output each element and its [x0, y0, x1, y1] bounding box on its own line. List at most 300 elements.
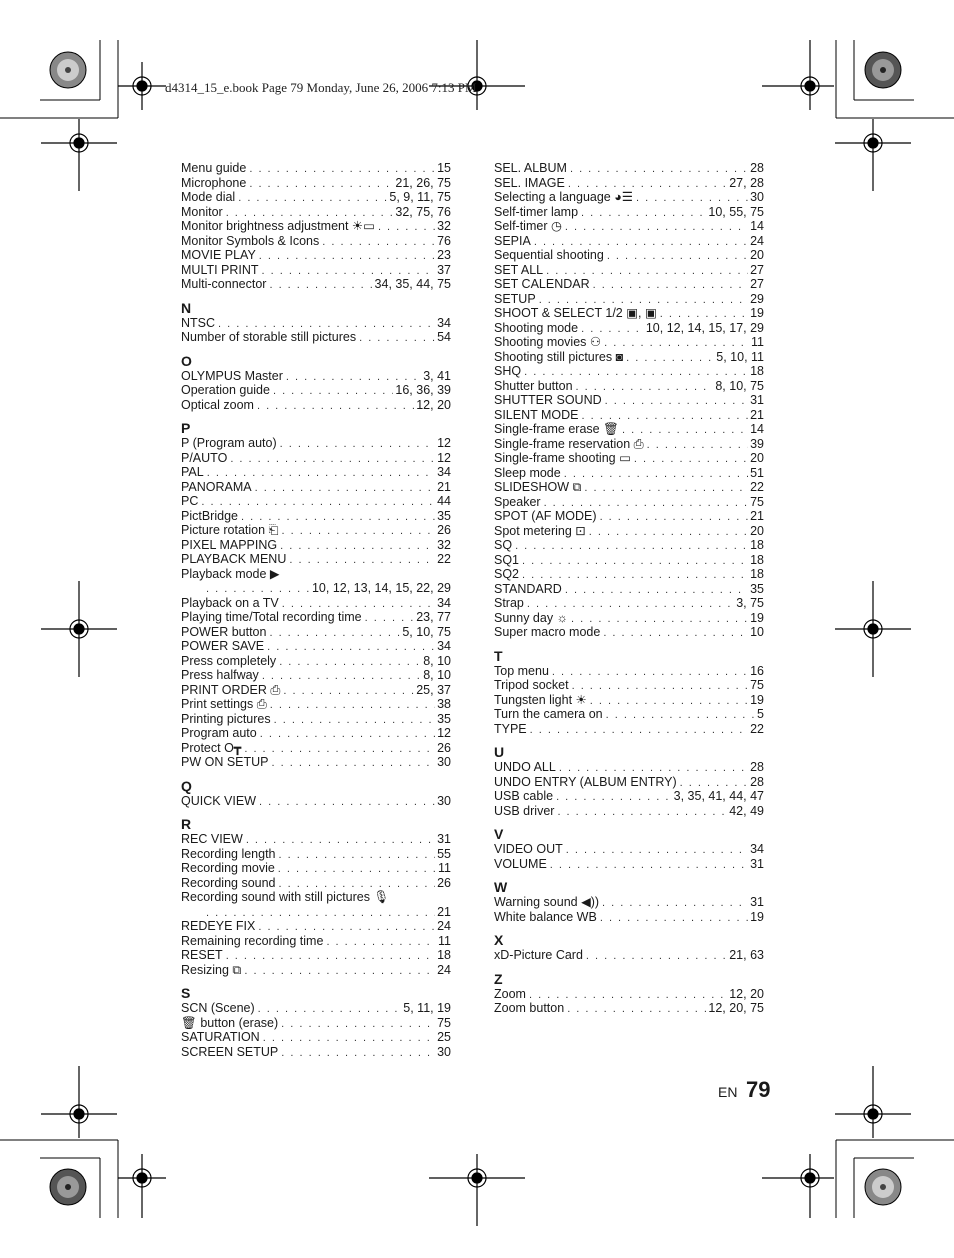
dot-leader [581, 322, 644, 337]
dot-leader [634, 452, 748, 467]
dot-leader [378, 220, 435, 235]
index-term: Top menu [494, 663, 549, 678]
dot-leader [257, 399, 414, 414]
index-term: SET ALL [494, 262, 544, 277]
index-pages: 24 [437, 919, 451, 933]
index-pages: 23 [437, 248, 451, 262]
index-pages: 18 [750, 552, 764, 567]
index-entry [494, 219, 764, 234]
dot-leader [557, 805, 727, 820]
dot-leader [524, 365, 748, 380]
index-entry [181, 219, 451, 234]
index-pages: 14 [750, 219, 764, 233]
index-entry [494, 263, 764, 278]
dot-leader [326, 935, 436, 950]
index-pages: 30 [750, 190, 764, 204]
index-term: SEL. IMAGE [494, 175, 565, 190]
index-entry [181, 263, 451, 278]
dot-leader [626, 351, 714, 366]
dot-leader [249, 162, 435, 177]
index-term: Print settings ⎙ [181, 697, 267, 711]
index-entry [494, 277, 764, 292]
dot-leader [586, 949, 727, 964]
index-entry [494, 538, 764, 553]
dot-leader [255, 481, 435, 496]
index-term: Picture rotation ⎗ [181, 523, 279, 537]
index-pages: 21 [437, 904, 451, 919]
index-pages: 42, 49 [729, 803, 764, 818]
index-entry [181, 847, 451, 862]
index-entry [181, 509, 451, 524]
index-entry [181, 1045, 451, 1060]
dot-leader [262, 264, 436, 279]
index-pages: 27 [750, 277, 764, 291]
index-group [494, 971, 764, 1016]
dot-leader [359, 331, 435, 346]
index-entry [181, 905, 451, 920]
dot-leader [568, 177, 727, 192]
index-entry [494, 422, 764, 437]
index-pages: 19 [750, 909, 764, 924]
index-term: SCREEN SETUP [181, 1044, 279, 1059]
index-pages: 26 [437, 875, 451, 890]
index-term: Shooting movies ⚇ [494, 335, 602, 349]
dot-leader [550, 858, 748, 873]
index-entry [494, 582, 764, 597]
index-entry [494, 437, 764, 452]
index-entry [181, 523, 451, 538]
dot-leader [590, 694, 748, 709]
index-entry [181, 861, 451, 876]
index-entry [494, 495, 764, 510]
index-entry [181, 330, 451, 345]
dot-leader [546, 264, 748, 279]
index-pages: 30 [437, 755, 451, 769]
index-letter-heading: V [494, 826, 504, 842]
index-entry [494, 910, 764, 925]
index-pages: 23, 77 [416, 610, 451, 624]
index-pages: 44 [437, 494, 451, 508]
index-entry [181, 596, 451, 611]
index-entry [494, 480, 764, 495]
index-entry [494, 451, 764, 466]
index-term: RESET [181, 948, 223, 962]
index-entry [494, 596, 764, 611]
index-entry [181, 1001, 451, 1016]
index-entry [181, 610, 451, 625]
index-term: Monitor [181, 204, 223, 219]
index-term: Shooting mode [494, 320, 579, 335]
dot-leader [279, 655, 421, 670]
index-pages: 21 [750, 407, 764, 422]
index-letter-heading: P [181, 420, 191, 436]
index-pages: 21 [437, 479, 451, 494]
index-entry [181, 277, 451, 292]
index-term: xD-Picture Card [494, 948, 583, 962]
dot-leader [571, 612, 748, 627]
index-term: PAL [181, 465, 204, 479]
dot-leader [603, 626, 748, 641]
index-entry [181, 726, 451, 741]
index-pages: 5 [757, 707, 764, 721]
index-term: SEPIA [494, 233, 531, 248]
index-entry [181, 480, 451, 495]
index-entry [494, 176, 764, 191]
index-pages: 18 [437, 948, 451, 962]
index-pages: 31 [750, 856, 764, 871]
dot-leader [522, 554, 748, 569]
index-term: Recording sound with still pictures 🎙 [181, 890, 390, 904]
index-entry [181, 436, 451, 451]
index-term: SQ2 [494, 567, 520, 581]
index-term: 🗑 button (erase) [181, 1015, 279, 1030]
index-term: Number of storable still pictures [181, 330, 357, 344]
page-number: 79 [746, 1077, 771, 1102]
index-pages: 12, 20, 75 [708, 1001, 764, 1015]
index-entry [181, 697, 451, 712]
index-letter-heading: W [494, 879, 508, 895]
dot-leader [279, 877, 436, 892]
index-entry [181, 890, 451, 905]
dot-leader [365, 611, 415, 626]
index-term: Protect O┳ [181, 740, 242, 755]
index-pages: 27, 28 [729, 175, 764, 190]
index-entry [494, 161, 764, 176]
index-pages: 18 [750, 538, 764, 552]
dot-leader [283, 684, 414, 699]
index-entry [494, 678, 764, 693]
index-entry [181, 161, 451, 176]
index-term: Sleep mode [494, 465, 561, 480]
index-term: Mode dial [181, 190, 236, 204]
dot-leader [636, 191, 748, 206]
index-pages: 10, 12, 13, 14, 15, 22, 29 [311, 581, 451, 595]
dot-leader [279, 848, 436, 863]
index-pages: 5, 10, 75 [402, 624, 451, 639]
index-term: Tungsten light ☀ [494, 692, 587, 707]
index-term: SCN (Scene) [181, 1001, 255, 1015]
index-term: SETUP [494, 291, 536, 306]
index-term: PANORAMA [181, 479, 252, 494]
dot-leader [274, 713, 435, 728]
dot-leader [259, 249, 435, 264]
index-term: SHOOT & SELECT 1/2 ▣, ▣ [494, 306, 657, 320]
dot-leader [576, 380, 714, 395]
index-term: Press completely [181, 653, 277, 668]
dot-leader [259, 795, 435, 810]
index-term: Monitor brightness adjustment ☀▭ [181, 219, 375, 233]
dot-leader [289, 553, 435, 568]
index-entry [181, 712, 451, 727]
index-pages: 11 [438, 933, 451, 948]
dot-leader [280, 437, 435, 452]
dot-leader [534, 235, 748, 250]
dot-leader [286, 370, 421, 385]
dot-leader [589, 525, 748, 540]
index-entry [494, 948, 764, 963]
index-group [494, 879, 764, 924]
index-entry [494, 664, 764, 679]
index-term: NTSC [181, 315, 216, 330]
index-pages: 20 [750, 451, 764, 465]
index-pages: 29 [750, 291, 764, 306]
index-term: Speaker [494, 494, 541, 509]
index-entry [494, 1001, 764, 1016]
index-pages: 28 [750, 774, 764, 789]
index-entry [494, 379, 764, 394]
dot-leader [572, 679, 749, 694]
index-entry [181, 567, 451, 582]
index-term: SEL. ALBUM [494, 161, 567, 175]
index-pages: 19 [750, 692, 764, 707]
index-pages: 12 [437, 726, 451, 740]
dot-leader [281, 1017, 435, 1032]
index-pages: 37 [437, 262, 451, 277]
index-term: POWER SAVE [181, 639, 265, 653]
dot-leader [282, 524, 436, 539]
index-term: Playing time/Total recording time [181, 610, 362, 624]
index-term: MULTI PRINT [181, 262, 259, 277]
index-pages: 75 [750, 494, 764, 509]
dot-leader [556, 790, 672, 805]
index-pages: 21, 26, 75 [395, 175, 451, 190]
index-term: Super macro mode [494, 625, 601, 639]
index-term: PW ON SETUP [181, 755, 269, 769]
index-pages: 19 [750, 306, 764, 320]
index-entry [494, 306, 764, 321]
index-pages: 10, 55, 75 [708, 204, 764, 219]
index-entry [494, 760, 764, 775]
dot-leader [584, 481, 748, 496]
index-term: REDEYE FIX [181, 919, 256, 933]
index-term: QUICK VIEW [181, 793, 257, 808]
dot-leader [564, 467, 748, 482]
index-group [181, 161, 451, 292]
index-pages: 32, 75, 76 [395, 204, 451, 219]
dot-leader [566, 843, 748, 858]
index-pages: 31 [750, 895, 764, 909]
index-pages: 31 [437, 832, 451, 846]
index-term: Menu guide [181, 161, 247, 175]
dot-leader [269, 626, 400, 641]
index-entry [494, 611, 764, 626]
index-pages: 14 [750, 422, 764, 436]
index-entry [494, 234, 764, 249]
index-letter-heading: R [181, 816, 192, 832]
index-pages: 5, 11, 19 [403, 1001, 451, 1015]
dot-leader [680, 776, 748, 791]
index-entry [181, 581, 451, 596]
dot-leader [602, 896, 748, 911]
dot-leader [607, 249, 748, 264]
index-pages: 10, 12, 14, 15, 17, 29 [645, 320, 764, 335]
index-term: Selecting a language ◕☰ [494, 190, 633, 204]
dot-leader [230, 452, 435, 467]
index-term: VOLUME [494, 856, 547, 871]
index-term: Single-frame shooting ▭ [494, 451, 631, 465]
index-pages: 3, 75 [736, 596, 764, 610]
index-entry [494, 625, 764, 640]
index-entry [494, 553, 764, 568]
index-term: SILENT MODE [494, 407, 579, 422]
dot-leader [570, 162, 748, 177]
index-term: USB driver [494, 803, 555, 818]
index-entry [494, 248, 764, 263]
dot-leader [567, 1002, 706, 1017]
dot-leader [565, 220, 748, 235]
index-pages: 26 [437, 740, 451, 755]
dot-leader [201, 495, 435, 510]
index-term: Monitor Symbols & Icons [181, 233, 320, 248]
index-pages: 34 [750, 842, 764, 856]
dot-leader [241, 510, 435, 525]
index-entry [494, 393, 764, 408]
index-term: Press halfway [181, 668, 259, 682]
index-entry [494, 292, 764, 307]
index-group [494, 932, 764, 963]
index-term: Shutter button [494, 378, 573, 393]
dot-leader [258, 920, 435, 935]
index-pages: 34 [437, 595, 451, 610]
dot-leader [522, 568, 748, 583]
index-entry [181, 1030, 451, 1045]
index-term: PC [181, 494, 199, 508]
index-term: USB cable [494, 789, 554, 803]
index-letter-heading: O [181, 352, 192, 369]
index-entry [494, 842, 764, 857]
index-entry [494, 335, 764, 350]
index-term: Sunny day ☼ [494, 610, 568, 625]
index-entry [181, 755, 451, 770]
index-term: SQ1 [494, 552, 520, 567]
index-term: Multi-connector [181, 277, 267, 291]
index-entry [494, 789, 764, 804]
dot-leader [260, 727, 435, 742]
book-file-info: d4314_15_e.book Page 79 Monday, June 26, 2006 7:13 PM [165, 80, 477, 95]
index-entry [181, 494, 451, 509]
index-pages: 12 [437, 436, 451, 450]
index-pages: 34 [437, 465, 451, 479]
index-pages: 39 [750, 436, 764, 451]
index-entry [181, 654, 451, 669]
index-entry [181, 369, 451, 384]
index-term: POWER button [181, 624, 267, 639]
index-pages: 34 [437, 639, 451, 653]
index-entry [494, 693, 764, 708]
index-term: Single-frame erase 🗑 [494, 422, 619, 436]
index-entry [181, 190, 451, 205]
index-entry [494, 987, 764, 1002]
index-term: Playback mode ▶ [181, 566, 280, 581]
index-pages: 27 [750, 262, 764, 277]
index-pages: 75 [750, 678, 764, 692]
index-term: SQ [494, 538, 513, 552]
index-pages: 12, 20 [416, 397, 451, 412]
index-pages: 8, 10 [423, 668, 451, 682]
index-term: SHUTTER SOUND [494, 393, 602, 407]
index-pages: 12 [437, 450, 451, 465]
index-pages: 21, 63 [729, 948, 764, 962]
index-term: SLIDESHOW ⧉ [494, 480, 582, 494]
dot-leader [622, 423, 748, 438]
index-entry [181, 248, 451, 263]
index-entry [181, 205, 451, 220]
index-entry [181, 538, 451, 553]
index-entry [181, 451, 451, 466]
index-pages: 3, 35, 41, 44, 47 [673, 789, 764, 803]
dot-leader [263, 1031, 435, 1046]
index-entry [181, 234, 451, 249]
index-entry [181, 963, 451, 978]
index-pages: 28 [750, 161, 764, 175]
dot-leader [322, 235, 435, 250]
index-group [181, 300, 451, 345]
index-column-left [181, 161, 451, 1059]
index-group [494, 648, 764, 737]
dot-leader [278, 862, 436, 877]
index-pages: 28 [750, 760, 764, 774]
index-entry [494, 408, 764, 423]
dot-leader [647, 438, 748, 453]
index-entry [181, 625, 451, 640]
index-pages: 54 [437, 330, 451, 344]
dot-leader [565, 583, 748, 598]
index-term: SPOT (AF MODE) [494, 509, 597, 523]
index-entry [494, 707, 764, 722]
index-term: Microphone [181, 175, 247, 190]
index-term: Remaining recording time [181, 933, 324, 948]
index-term: Zoom [494, 986, 526, 1001]
dot-leader [246, 833, 435, 848]
index-group [494, 826, 764, 871]
index-entry [494, 567, 764, 582]
index-entry [494, 350, 764, 365]
index-term: VIDEO OUT [494, 842, 563, 856]
index-entry [181, 383, 451, 398]
index-term: Printing pictures [181, 711, 271, 726]
index-entry [181, 465, 451, 480]
index-pages: 20 [750, 248, 764, 262]
index-term: SATURATION [181, 1030, 260, 1044]
dot-leader [605, 394, 748, 409]
index-term: MOVIE PLAY [181, 248, 256, 262]
index-pages: 19 [750, 610, 764, 625]
index-term: PRINT ORDER ⎙ [181, 682, 281, 697]
index-entry [181, 1016, 451, 1031]
dot-leader [582, 409, 749, 424]
index-term: Recording length [181, 846, 276, 861]
index-entry [181, 794, 451, 809]
dot-leader [281, 1046, 435, 1061]
index-term: Self-timer ◷ [494, 219, 562, 233]
index-term: PLAYBACK MENU [181, 552, 287, 566]
index-term: Self-timer lamp [494, 204, 579, 219]
index-pages: 18 [750, 567, 764, 581]
index-term: UNDO ALL [494, 760, 556, 774]
index-pages: 15 [437, 161, 451, 175]
index-letter-heading: Q [181, 777, 192, 794]
index-entry [181, 741, 451, 756]
index-pages: 5, 9, 11, 75 [389, 190, 451, 204]
index-letter-heading: Z [494, 970, 503, 987]
index-entry [494, 857, 764, 872]
index-term: STANDARD [494, 581, 562, 596]
index-entry [494, 190, 764, 205]
dot-leader [272, 756, 436, 771]
index-entry [494, 364, 764, 379]
index-pages: 30 [437, 793, 451, 808]
index-letter-heading: U [494, 744, 505, 760]
